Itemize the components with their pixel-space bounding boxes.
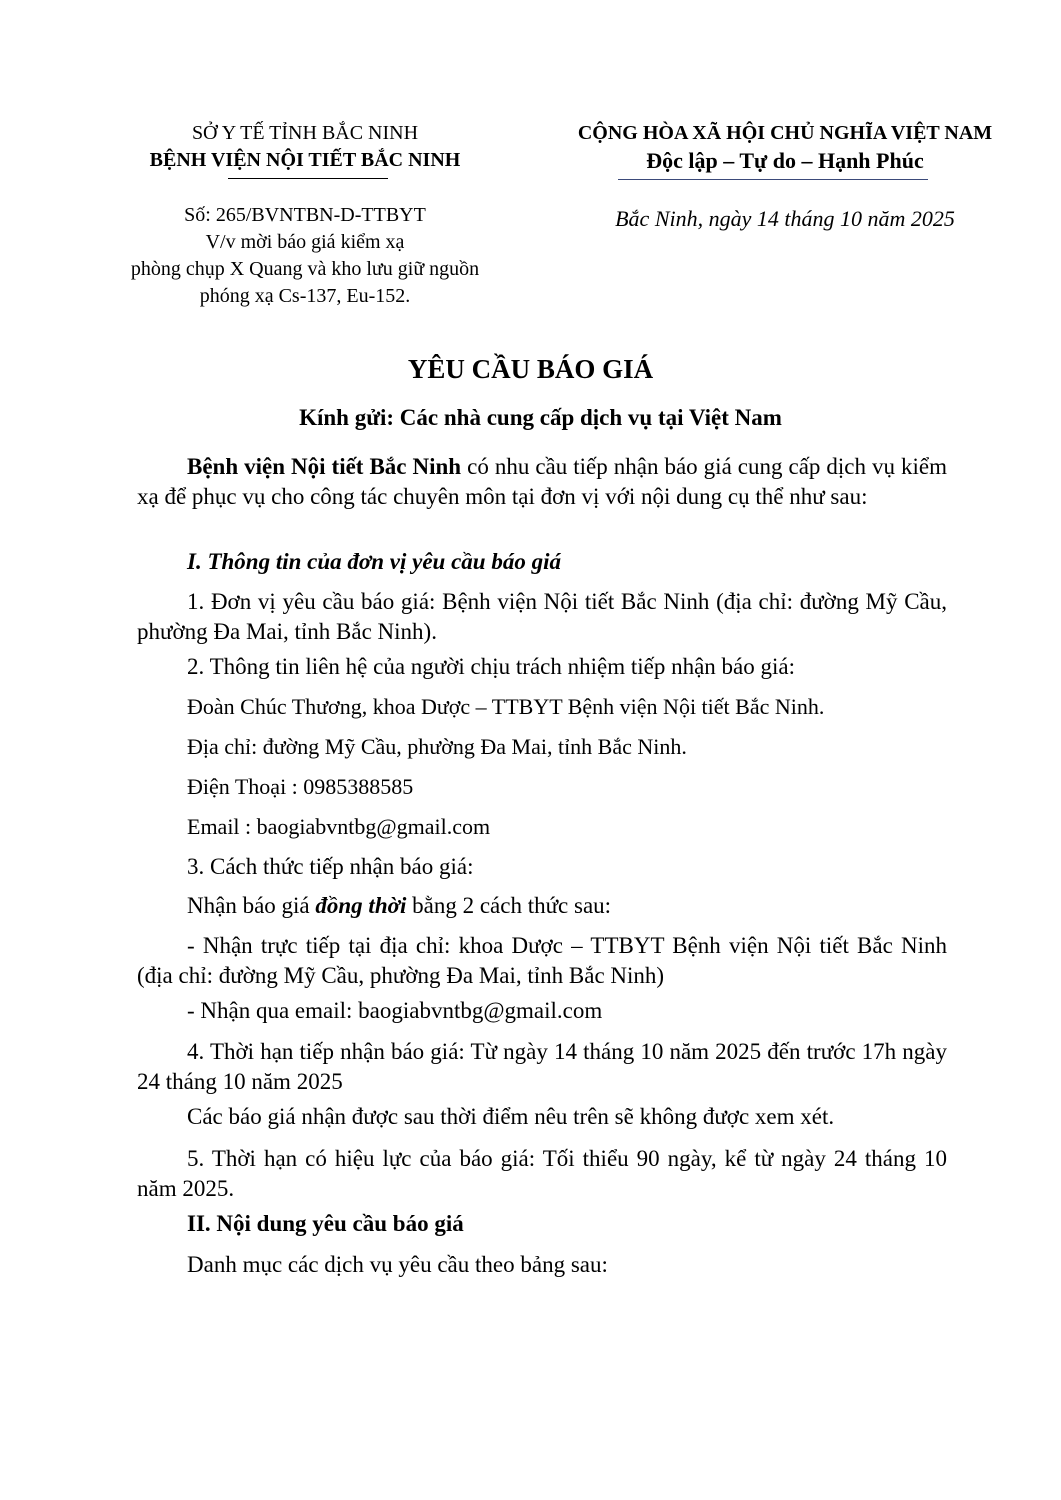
intro-hospital-name: Bệnh viện Nội tiết Bắc Ninh — [187, 454, 462, 479]
item-4: 4. Thời hạn tiếp nhận báo giá: Từ ngày 14 tháng 10 năm 2025 đến trước 17h ngày 24 tháng 10 năm 2025 — [137, 1039, 947, 1094]
document-title: YÊU CẦU BÁO GIÁ — [407, 354, 654, 384]
item-3: 3. Cách thức tiếp nhận báo giá: — [187, 854, 474, 879]
intro-paragraph — [137, 452, 947, 512]
receive-method-after: bằng 2 cách thức sau: — [406, 893, 612, 918]
receive-email: - Nhận qua email: baogiabvntbg@gmail.com — [187, 998, 603, 1023]
section-1-title: I. Thông tin của đơn vị yêu cầu báo giá — [187, 549, 561, 574]
header-right-rule — [618, 179, 928, 180]
national-motto: Độc lập – Tự do – Hạnh Phúc — [646, 148, 924, 173]
contact-name: Đoàn Chúc Thương, khoa Dược – TTBYT Bệnh viện Nội tiết Bắc Ninh. — [187, 694, 825, 719]
document-number — [90, 202, 520, 228]
receive-direct: - Nhận trực tiếp tại địa chỉ: khoa Dược – TTBYT Bệnh viện Nội tiết Bắc Ninh (địa chỉ: đường Mỹ Cầu, phường Đa Mai, tỉnh Bắc Ninh) — [137, 933, 947, 988]
header-left-rule — [228, 178, 388, 179]
document-number-value: 265 — [215, 204, 246, 226]
section-2-lead: Danh mục các dịch vụ yêu cầu theo bảng sau: — [187, 1252, 608, 1277]
receive-method-emphasis: đồng thời — [315, 893, 407, 918]
section-2-title: II. Nội dung yêu cầu báo giá — [187, 1211, 464, 1236]
receive-method-before: Nhận báo giá — [187, 893, 316, 918]
hospital-name: BỆNH VIỆN NỘI TIẾT BẮC NINH — [149, 149, 461, 171]
country-name: CỘNG HÒA XÃ HỘI CHỦ NGHĨA VIỆT NAM — [577, 122, 993, 144]
subject-line-2: phòng chụp X Quang và kho lưu giữ nguồn — [130, 258, 480, 280]
document-number-prefix: Số: — [184, 204, 211, 226]
contact-address: Địa chỉ: đường Mỹ Cầu, phường Đa Mai, tỉnh Bắc Ninh. — [187, 734, 687, 759]
subject-line-1: V/v mời báo giá kiểm xạ — [205, 231, 405, 253]
department-name: SỞ Y TẾ TỈNH BẮC NINH — [191, 122, 419, 144]
item-2: 2. Thông tin liên hệ của người chịu trách nhiệm tiếp nhận báo giá: — [187, 654, 795, 679]
receive-method — [187, 891, 611, 921]
subject-line-3: phóng xạ Cs-137, Eu-152. — [199, 285, 411, 307]
recipient-line: Kính gửi: Các nhà cung cấp dịch vụ tại Việt Nam — [299, 405, 782, 430]
date-line: Bắc Ninh, ngày 14 tháng 10 năm 2025 — [615, 206, 955, 231]
contact-phone: Điện Thoại : 0985388585 — [187, 774, 414, 799]
item-1: 1. Đơn vị yêu cầu báo giá: Bệnh viện Nội tiết Bắc Ninh (địa chỉ: đường Mỹ Cầu, phường Đa Mai, tỉnh Bắc Ninh). — [137, 589, 947, 644]
document-number-suffix: /BVNTBN-D-TTBYT — [245, 204, 426, 226]
late-note: Các báo giá nhận được sau thời điểm nêu trên sẽ không được xem xét. — [187, 1104, 835, 1129]
intro-text: có nhu cầu tiếp nhận báo giá cung cấp dịch vụ kiểm xạ để phục vụ cho công tác chuyên môn tại đơn vị với nội dung cụ thể như sau: — [137, 454, 948, 509]
contact-email: Email : baogiabvntbg@gmail.com — [187, 814, 491, 839]
item-5: 5. Thời hạn có hiệu lực của báo giá: Tối thiểu 90 ngày, kể từ ngày 24 tháng 10 năm 2025. — [137, 1146, 947, 1201]
